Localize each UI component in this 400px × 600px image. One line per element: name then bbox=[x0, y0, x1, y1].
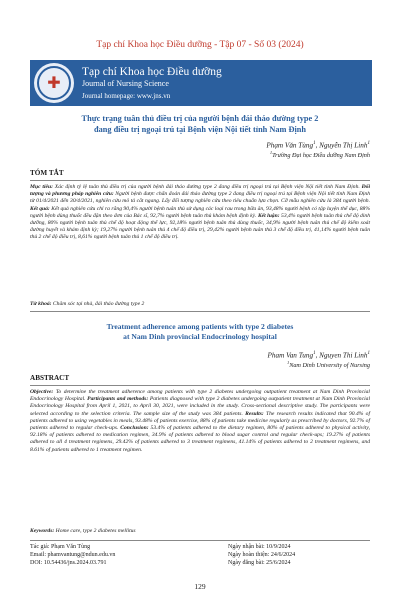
journal-banner bbox=[30, 60, 372, 106]
page-number: 129 bbox=[194, 582, 206, 591]
running-header: Tạp chí Khoa học Điều dưỡng - Tập 07 - Số 03 (2024) bbox=[96, 40, 304, 50]
journal-subtitle: Journal of Nursing Science bbox=[82, 79, 169, 88]
authors-en: Pham Van Tung$^1$, Nguyen Thi Linh$^1$ bbox=[267, 351, 370, 360]
corresponding-author: Tác giả: Phạm Văn Tùng bbox=[30, 544, 91, 550]
doi-link[interactable]: DOI: 10.54436/jns.2024.03.791 bbox=[30, 560, 107, 566]
affiliation-en: $^1$Nam Dinh University of Nursing bbox=[286, 360, 370, 370]
journal-homepage: Journal homepage: www.jns.vn bbox=[82, 92, 171, 100]
authors-vi: Phạm Văn Tùng$^1$, Nguyễn Thị Linh$^1$ bbox=[266, 141, 370, 150]
article-title-vi: Thực trạng tuân thủ điều trị của người bệnh đái tháo đường type 2 đang điều trị ngoại trú tại Bệnh viện Nội tiết tỉnh Nam Định bbox=[81, 114, 319, 134]
divider bbox=[30, 385, 370, 386]
author-email[interactable]: Email: phamvantung@ndun.edu.vn bbox=[30, 552, 116, 558]
divider bbox=[30, 180, 370, 181]
keywords-vi: Từ khoá: Chăm sóc tại nhà, đái tháo đường type 2 bbox=[30, 301, 145, 307]
received-date: Ngày nhận bài: 10/9/2024 bbox=[228, 544, 291, 550]
revised-date: Ngày hoàn thiện: 24/6/2024 bbox=[228, 552, 296, 558]
accepted-date: Ngày đăng bài: 25/6/2024 bbox=[228, 560, 291, 566]
section-heading-abstract: ABSTRACT bbox=[30, 374, 70, 382]
abstract-vi: Mục tiêu: Xác định tỷ lệ tuân thủ điều trị của người bệnh đái tháo đường type 2 đang điều trị ngoại trú tại Bệnh viện Nội tiết tỉnh Nam Định. Đối tượng và phương pháp nghiên cứu: Người bệnh được chẩn đoán đái tháo đường type 2 đang điều trị ngoại trú tại Bệnh viện Nội tiết tỉnh Nam Định từ 01/4/2021 đến 30/4/2021, nghiên cứu mô tả cắt ngang. Lấy đối tượng nghiên cứu theo tiêu chuẩn lựa chọn. Cỡ mẫu nghiên cứu là 384 người bệnh. Kết quả: Kết quả nghiên cứu chỉ ra rằng 90,4% người bệnh tuân thủ sử dụng các loại rau trong bữa ăn, 93,48% người bệnh có tập luyện thể dục, 88% người bệnh dùng thuốc đều đặn theo đơn của Bác sĩ, 92,7% người bệnh tuân thủ khám bệnh định kỳ. Kết luận: 53,4% người bệnh tuân thủ chế độ dinh dưỡng, 80% người bệnh tuân thủ chế độ hoạt động thể lực, 92,18% người bệnh tuân thủ dùng thuốc, 34,9% người bệnh tuân thủ chế độ kiểm soát đường huyết và khám định kỳ; 19,27% người bệnh tuân thủ 4 chế độ điều trị, 29,42% người bệnh tuân thủ 3 chế độ điều trị, 41,14% người bệnh tuân thủ 2 chế độ điều trị, 8,61% người bệnh tuân thủ 1 chế độ điều trị. bbox=[30, 184, 371, 241]
section-heading-tomtat: TÓM TẮT bbox=[30, 169, 64, 177]
article-title-en: Treatment adherence among patients with type 2 diabetes at Nam Dinh provincial Endocrinology hospital bbox=[106, 322, 294, 341]
divider bbox=[30, 311, 370, 312]
footer-left bbox=[30, 543, 115, 567]
keywords-en: Keywords: Home care, type 2 diabetes mellitus bbox=[30, 528, 136, 534]
footer-divider bbox=[30, 540, 370, 541]
journal-logo-icon: ✚ bbox=[34, 63, 74, 103]
abstract-en: Objective: To determine the treatment adherence among patients with type 2 diabetes undergoing outpatient treatment at Nam Dinh Provincial Endocrinology Hospital. Participants and methods: Patients diagnosed with type 2 diabetes undergoing outpatient treatment at Nam Dinh Provincial Endocrinology Hospital from April 1, 2021, to April 30, 2021, were included in the study. Cross-sectional descriptive study. The participants were selected according to the selection criteria. The sample size of the study was 384 patients. Results: The research results indicated that 90.4% of patients adhered to using vegetables in meals, 93.48% of patients exercise, 88% of patients take medicine regularly as prescribed by doctors, 92.7% of patients adhered to regular check-ups. Conclusion: 53.4% of patients adhered to the dietary regimen, 80% of patients adhered to physical activity, 92.18% of patients adhered to medication regimen, 34.9% of patients adhered to blood sugar control and regular check-ups; 19.27% of patients adhered to all 4 treatment regimens, 29.42% of patients adhered to 3 treatment regimens, 41.14% of patients adhered to 2 treatment regimens, and 8.61% of patients adhered to 1 treatment regimen. bbox=[30, 389, 370, 453]
footer-right bbox=[228, 543, 295, 567]
journal-title: Tạp chí Khoa học Điều dưỡng bbox=[82, 66, 222, 78]
affiliation-vi: $^1$Trường Đại học Điều dưỡng Nam Định bbox=[269, 150, 370, 160]
